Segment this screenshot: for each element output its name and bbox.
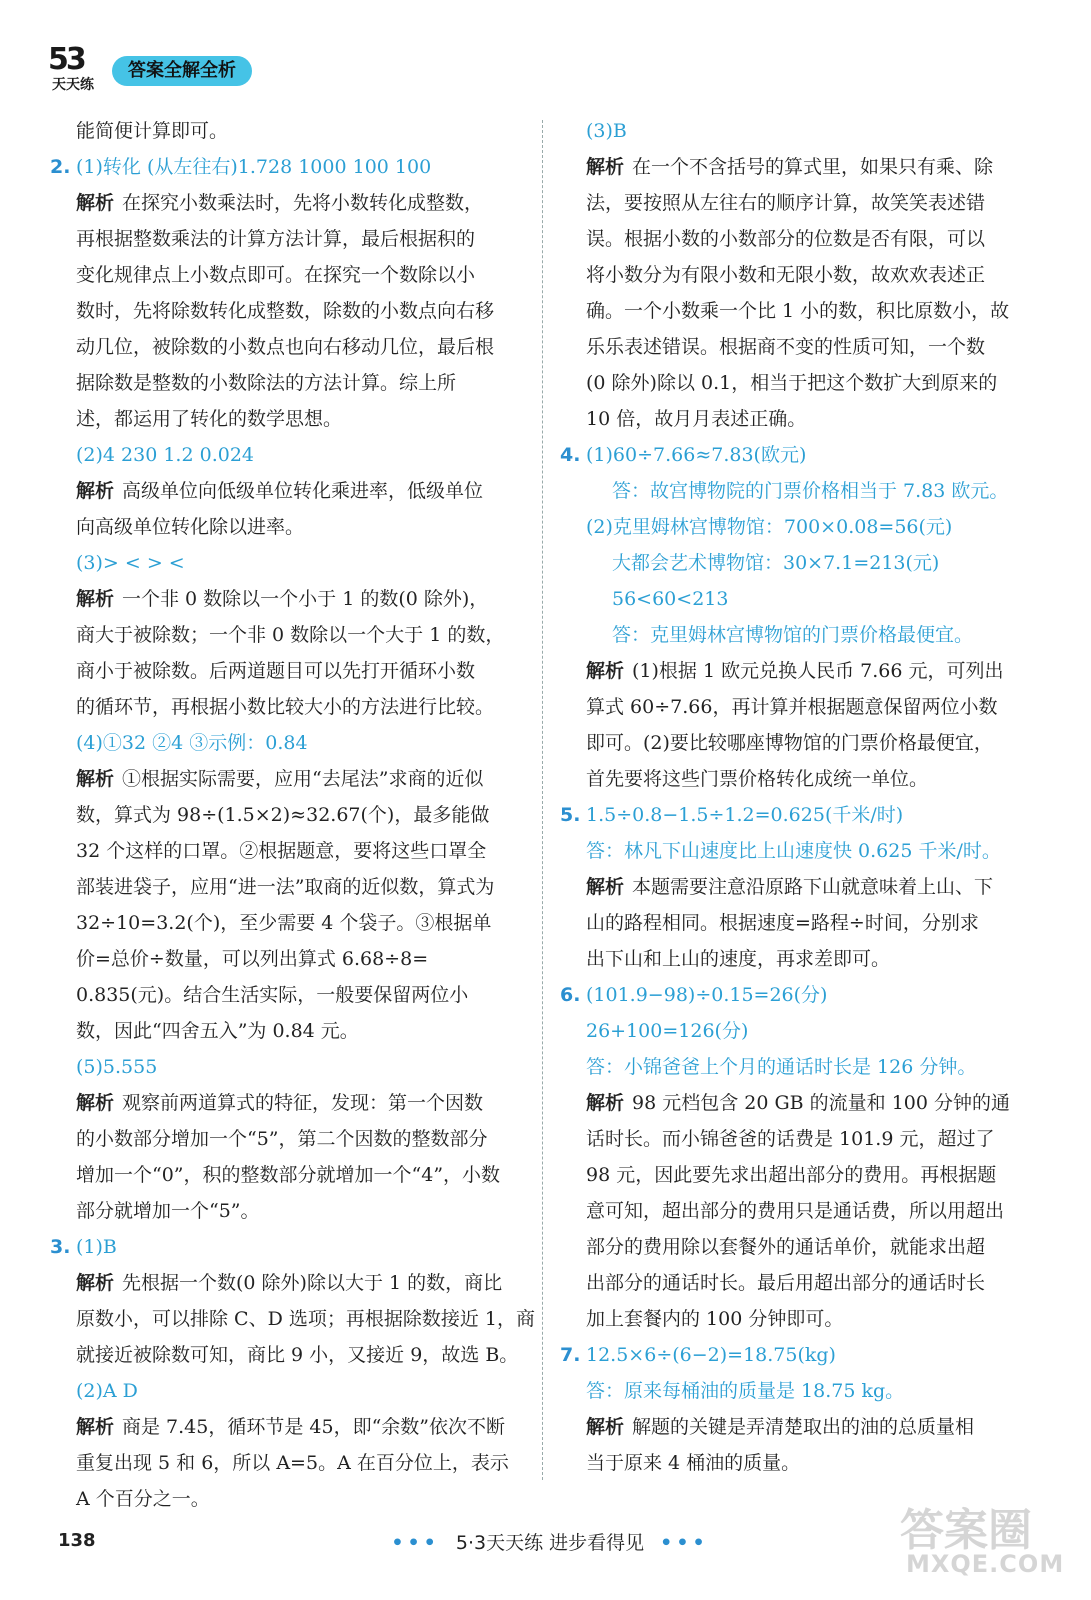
text-line xyxy=(50,509,526,545)
text-line xyxy=(560,905,1038,941)
explanation-text: 数时，先将除数转化成整数，除数的小数点向右移 xyxy=(76,300,495,322)
explanation-text: (0 除外)除以 0.1，相当于把这个数扩大到原来的 xyxy=(586,372,998,394)
text-line xyxy=(560,1229,1038,1265)
text-line xyxy=(560,725,1038,761)
text-line xyxy=(50,1049,526,1085)
answer-text: 1.5÷0.8−1.5÷1.2=0.625(千米/时) xyxy=(586,804,904,826)
footer-dots-right: ••• xyxy=(660,1532,709,1554)
answer-text: 答：小锦爸爸上个月的通话时长是 126 分钟。 xyxy=(586,1056,977,1078)
analysis-tag: 解析 xyxy=(586,1416,625,1438)
text-line xyxy=(560,1049,1038,1085)
explanation-text: 商是 7.45，循环节是 45，即“余数”依次不断 xyxy=(122,1416,506,1438)
explanation-text: 32 个这样的口罩。②根据题意，要将这些口罩全 xyxy=(76,840,487,862)
text-line xyxy=(50,1481,526,1517)
explanation-text: 出部分的通话时长。最后用超出部分的通话时长 xyxy=(586,1272,986,1294)
text-line xyxy=(50,833,526,869)
text-line xyxy=(560,1121,1038,1157)
text-line xyxy=(560,1409,1038,1445)
answer-text: 12.5×6÷(6−2)=18.75(kg) xyxy=(586,1344,836,1366)
text-line xyxy=(560,689,1038,725)
explanation-text: 商小于被除数。后两道题目可以先打开循环小数 xyxy=(76,660,476,682)
answer-text: (2)克里姆林宫博物馆：700×0.08=56(元) xyxy=(586,516,953,538)
answer-text: (3)B xyxy=(586,120,627,142)
text-line xyxy=(560,1193,1038,1229)
analysis-tag: 解析 xyxy=(76,588,115,610)
text-line xyxy=(560,545,1038,581)
explanation-text: 观察前两道算式的特征，发现：第一个因数 xyxy=(122,1092,484,1114)
explanation-text: 将小数分为有限小数和无限小数，故欢欢表述正 xyxy=(586,264,986,286)
text-line xyxy=(560,1265,1038,1301)
explanation-text: 0.835(元)。结合生活实际，一般要保留两位小 xyxy=(76,984,469,1006)
text-line xyxy=(560,761,1038,797)
text-line xyxy=(50,1229,526,1265)
explanation-text: (1)根据 1 欧元兑换人民币 7.66 元，可列出 xyxy=(632,660,1004,682)
text-line xyxy=(50,725,526,761)
text-line xyxy=(50,1193,526,1229)
explanation-text: 在探究小数乘法时，先将小数转化成整数， xyxy=(122,192,484,214)
explanation-text: 据除数是整数的小数除法的方法计算。综上所 xyxy=(76,372,457,394)
explanation-text: 的小数部分增加一个“5”，第二个因数的整数部分 xyxy=(76,1128,488,1150)
text-line xyxy=(560,221,1038,257)
text-line xyxy=(50,941,526,977)
text-line xyxy=(50,797,526,833)
explanation-text: 部装进袋子，应用“进一法”取商的近似数，算式为 xyxy=(76,876,495,898)
text-line xyxy=(50,149,526,185)
text-line xyxy=(50,1301,535,1337)
text-line xyxy=(50,869,526,905)
text-line xyxy=(50,401,526,437)
answer-text: (2)4 230 1.2 0.024 xyxy=(76,444,254,466)
text-line xyxy=(50,653,526,689)
explanation-text: 乐乐表述错误。根据商不变的性质可知，一个数 xyxy=(586,336,986,358)
text-line xyxy=(50,1085,526,1121)
explanation-text: 出下山和上山的速度，再求差即可。 xyxy=(586,948,891,970)
text-line xyxy=(50,1337,526,1373)
explanation-text: 变化规律点上小数点即可。在探究一个数除以小 xyxy=(76,264,476,286)
text-line xyxy=(50,1157,526,1193)
text-line xyxy=(50,1265,526,1301)
text-line xyxy=(560,833,1038,869)
text-line xyxy=(560,1085,1038,1121)
answer-text: (101.9−98)÷0.15=26(分) xyxy=(586,984,828,1006)
question-number: 3. xyxy=(50,1236,71,1258)
text-line xyxy=(560,509,1038,545)
explanation-text: 部分就增加一个“5”。 xyxy=(76,1200,260,1222)
analysis-tag: 解析 xyxy=(76,1272,115,1294)
text-line xyxy=(560,185,1038,221)
text-line xyxy=(50,1121,526,1157)
answer-text: 答：林凡下山速度比上山速度快 0.625 千米/时。 xyxy=(586,840,1001,862)
text-line xyxy=(560,365,1038,401)
analysis-tag: 解析 xyxy=(76,1092,115,1114)
explanation-text: 即可。(2)要比较哪座博物馆的门票价格最便宜， xyxy=(586,732,993,754)
explanation-text: 首先要将这些门票价格转化成统一单位。 xyxy=(586,768,929,790)
answer-text: 56<60<213 xyxy=(612,588,729,610)
explanation-text: 部分的费用除以套餐外的通话单价，就能求出超 xyxy=(586,1236,986,1258)
footer-slogan-row xyxy=(370,1528,730,1555)
explanation-text: 法，要按照从左往右的顺序计算，故笑笑表述错 xyxy=(586,192,986,214)
text-line xyxy=(50,581,526,617)
text-line xyxy=(560,1373,1038,1409)
explanation-text: 再根据整数乘法的计算方法计算，最后根据积的 xyxy=(76,228,476,250)
text-line xyxy=(50,293,526,329)
text-line xyxy=(560,977,1038,1013)
answer-text: 答：克里姆林宫博物馆的门票价格最便宜。 xyxy=(612,624,974,646)
text-line xyxy=(50,617,526,653)
analysis-tag: 解析 xyxy=(586,660,625,682)
question-number: 7. xyxy=(560,1344,581,1366)
analysis-tag: 解析 xyxy=(76,768,115,790)
answer-text: (3)> < > < xyxy=(76,552,185,574)
explanation-text: 误。根据小数的小数部分的位数是否有限，可以 xyxy=(586,228,986,250)
question-number: 4. xyxy=(560,444,581,466)
explanation-text: 数，算式为 98÷(1.5×2)≈32.67(个)，最多能做 xyxy=(76,804,490,826)
explanation-text: 先根据一个数(0 除外)除以大于 1 的数，商比 xyxy=(122,1272,503,1294)
text-line xyxy=(560,1337,1038,1373)
explanation-text: 解题的关键是弄清楚取出的油的总质量相 xyxy=(632,1416,975,1438)
explanation-text: 数，因此“四舍五入”为 0.84 元。 xyxy=(76,1020,359,1042)
explanation-text: 向高级单位转化除以进率。 xyxy=(76,516,305,538)
text-line xyxy=(560,653,1038,689)
explanation-text: 的循环节，再根据小数比较大小的方法进行比较。 xyxy=(76,696,495,718)
analysis-tag: 解析 xyxy=(586,1092,625,1114)
explanation-text: 价=总价÷数量，可以列出算式 6.68÷8= xyxy=(76,948,429,970)
text-line xyxy=(50,185,526,221)
text-line xyxy=(560,869,1038,905)
explanation-text: 就接近被除数可知，商比 9 小，又接近 9，故选 B。 xyxy=(76,1344,519,1366)
watermark-url: MXQE.COM xyxy=(906,1550,1065,1578)
explanation-text: 本题需要注意沿原路下山就意味着上山、下 xyxy=(632,876,994,898)
footer-slogan: 5·3天天练 进步看得见 xyxy=(455,1532,645,1554)
explanation-text: 述，都运用了转化的数学思想。 xyxy=(76,408,343,430)
section-title-badge: 答案全解全析 xyxy=(112,56,252,86)
answer-text: 答：故宫博物院的门票价格相当于 7.83 欧元。 xyxy=(612,480,1009,502)
text-line xyxy=(560,617,1038,653)
right-column xyxy=(560,113,1038,1481)
explanation-text: 重复出现 5 和 6，所以 A=5。A 在百分位上，表示 xyxy=(76,1452,509,1474)
explanation-text: 山的路程相同。根据速度=路程÷时间，分别求 xyxy=(586,912,979,934)
text-line xyxy=(50,473,526,509)
answer-text: 答：原来每桶油的质量是 18.75 kg。 xyxy=(586,1380,905,1402)
text-line xyxy=(50,365,526,401)
explanation-text: 在一个不含括号的算式里，如果只有乘、除 xyxy=(632,156,994,178)
explanation-text: 意可知，超出部分的费用只是通话费，所以用超出 xyxy=(586,1200,1005,1222)
text-line xyxy=(560,257,1038,293)
text-line xyxy=(50,1013,526,1049)
explanation-text: 增加一个“0”，积的整数部分就增加一个“4”，小数 xyxy=(76,1164,501,1186)
text-line xyxy=(50,689,526,725)
explanation-text: 能简便计算即可。 xyxy=(76,120,229,142)
explanation-text: 98 元，因此要先求出超出部分的费用。再根据题 xyxy=(586,1164,997,1186)
text-line xyxy=(560,1157,1038,1193)
text-line xyxy=(560,113,1038,149)
watermark xyxy=(880,1490,1080,1590)
brand-logo xyxy=(44,40,114,92)
page-header xyxy=(44,40,344,92)
analysis-tag: 解析 xyxy=(76,1416,115,1438)
text-line xyxy=(50,1373,526,1409)
logo-main-text: 53 xyxy=(48,42,84,77)
explanation-text: 当于原来 4 桶油的质量。 xyxy=(586,1452,801,1474)
analysis-tag: 解析 xyxy=(586,876,625,898)
explanation-text: 98 元档包含 20 GB 的流量和 100 分钟的通 xyxy=(632,1092,1011,1114)
explanation-text: 话时长。而小锦爸爸的话费是 101.9 元，超过了 xyxy=(586,1128,995,1150)
answer-text: (1)转化 (从左往右)1.728 1000 100 100 xyxy=(76,156,432,178)
column-divider xyxy=(542,120,543,1480)
text-line xyxy=(560,329,1038,365)
answer-text: (4)①32 ②4 ③示例：0.84 xyxy=(76,732,308,754)
text-line xyxy=(50,329,526,365)
text-line xyxy=(50,221,526,257)
text-line xyxy=(560,437,1038,473)
answer-text: (5)5.555 xyxy=(76,1056,158,1078)
text-line xyxy=(560,941,1038,977)
text-line xyxy=(50,977,526,1013)
question-number: 2. xyxy=(50,156,71,178)
explanation-text: 高级单位向低级单位转化乘进率，低级单位 xyxy=(122,480,484,502)
text-line xyxy=(560,1301,1038,1337)
analysis-tag: 解析 xyxy=(76,192,115,214)
text-line xyxy=(50,113,526,149)
text-line xyxy=(560,149,1038,185)
explanation-text: 算式 60÷7.66，再计算并根据题意保留两位小数 xyxy=(586,696,998,718)
analysis-tag: 解析 xyxy=(586,156,625,178)
logo-sub-text: 天天练 xyxy=(52,77,94,93)
text-line xyxy=(50,905,526,941)
text-line xyxy=(560,473,1038,509)
text-line xyxy=(50,437,526,473)
text-line xyxy=(560,1445,1038,1481)
answer-text: (1)60÷7.66≈7.83(欧元) xyxy=(586,444,807,466)
answer-text: 大都会艺术博物馆：30×7.1=213(元) xyxy=(612,552,940,574)
explanation-text: 原数小，可以排除 C、D 选项；再根据除数接近 1，商 xyxy=(76,1308,535,1330)
text-line xyxy=(560,1013,1038,1049)
text-line xyxy=(50,761,526,797)
text-line xyxy=(560,581,1038,617)
watermark-text: 答案圈 xyxy=(900,1505,1032,1556)
explanation-text: 一个非 0 数除以一个小于 1 的数(0 除外)， xyxy=(122,588,489,610)
text-line xyxy=(560,401,1038,437)
answer-text: 26+100=126(分) xyxy=(586,1020,749,1042)
answer-text: (1)B xyxy=(76,1236,117,1258)
explanation-text: 10 倍，故月月表述正确。 xyxy=(586,408,807,430)
text-line xyxy=(560,293,1038,329)
footer-dots-left: ••• xyxy=(391,1532,440,1554)
explanation-text: 动几位，被除数的小数点也向右移动几位，最后根 xyxy=(76,336,495,358)
explanation-text: A 个百分之一。 xyxy=(76,1488,210,1510)
answer-text: (2)A D xyxy=(76,1380,138,1402)
text-line xyxy=(50,257,526,293)
left-column xyxy=(50,113,535,1517)
analysis-tag: 解析 xyxy=(76,480,115,502)
text-line xyxy=(50,545,526,581)
explanation-text: ①根据实际需要，应用“去尾法”求商的近似 xyxy=(122,768,484,790)
explanation-text: 确。一个小数乘一个比 1 小的数，积比原数小，故 xyxy=(586,300,1010,322)
explanation-text: 加上套餐内的 100 分钟即可。 xyxy=(586,1308,844,1330)
explanation-text: 商大于被除数；一个非 0 数除以一个大于 1 的数， xyxy=(76,624,505,646)
text-line xyxy=(560,797,1038,833)
page-number: 138 xyxy=(58,1530,96,1551)
question-number: 5. xyxy=(560,804,581,826)
question-number: 6. xyxy=(560,984,581,1006)
text-line xyxy=(50,1409,526,1445)
explanation-text: 32÷10=3.2(个)，至少需要 4 个袋子。③根据单 xyxy=(76,912,492,934)
text-line xyxy=(50,1445,526,1481)
